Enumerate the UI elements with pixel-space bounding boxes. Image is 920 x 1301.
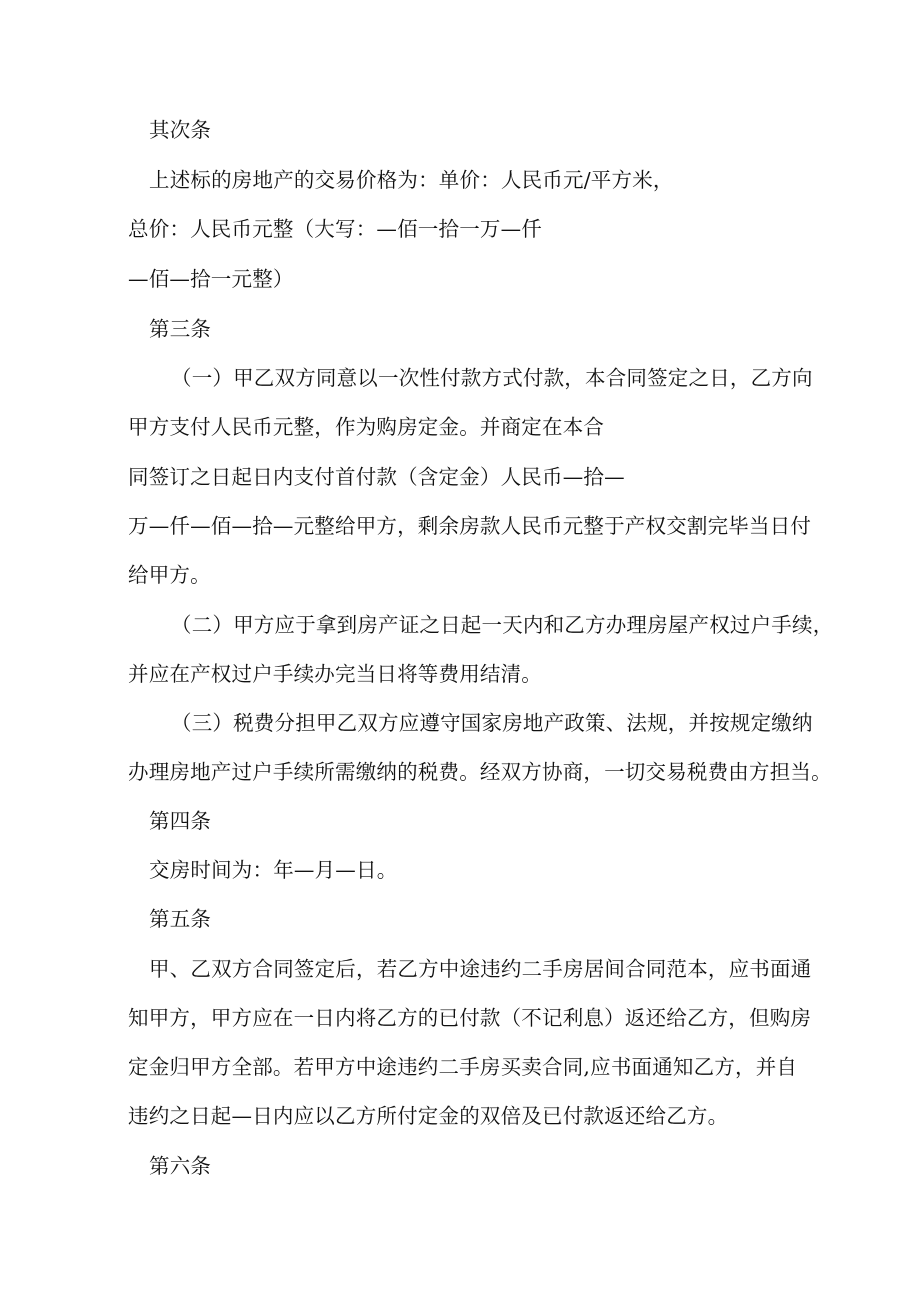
paragraph-line: 定金归甲方全部。若甲方中途违约二手房买卖合同,应书面通知乙方，并自 bbox=[128, 1055, 798, 1079]
paragraph-line: 总价：人民币元整（大写：—佰一拾一万—仟 bbox=[128, 217, 542, 241]
article-heading-4: 第四条 bbox=[149, 809, 212, 833]
paragraph-line: 并应在产权过户手续办完当日将等费用结清。 bbox=[128, 662, 542, 686]
paragraph-line: 上述标的房地产的交易价格为：单价：人民币元/平方米， bbox=[149, 168, 674, 192]
paragraph-line: 万—仟—佰—拾—元整给甲方，剩余房款人民币元整于产权交割完毕当日付 bbox=[128, 514, 812, 538]
paragraph-line: 办理房地产过户手续所需缴纳的税费。经双方协商，一切交易税费由方担当。 bbox=[128, 760, 832, 784]
paragraph-line: 给甲方。 bbox=[128, 563, 211, 587]
paragraph-line: 违约之日起—日内应以乙方所付定金的双倍及已付款返还给乙方。 bbox=[128, 1104, 729, 1128]
paragraph-line: 甲方支付人民币元整，作为购房定金。并商定在本合 bbox=[128, 415, 605, 439]
paragraph-line: 甲、乙双方合同签定后，若乙方中途违约二手房居间合同范本，应书面通 bbox=[149, 957, 812, 981]
paragraph-line: 同签订之日起日内支付首付款（含定金）人民币—拾— bbox=[128, 465, 625, 489]
article-heading-6: 第六条 bbox=[149, 1154, 212, 1178]
paragraph-line: —佰—拾一元整） bbox=[128, 267, 294, 291]
article-heading-2: 其次条 bbox=[149, 118, 212, 142]
article-heading-3: 第三条 bbox=[149, 317, 212, 341]
paragraph-line: （三）税费分担甲乙双方应遵守国家房地产政策、法规，并按规定缴纳 bbox=[171, 711, 813, 735]
article-heading-5: 第五条 bbox=[149, 907, 212, 931]
paragraph-line: 知甲方，甲方应在一日内将乙方的已付款（不记利息）返还给乙方，但购房 bbox=[128, 1006, 812, 1030]
paragraph-line: （一）甲乙双方同意以一次性付款方式付款，本合同签定之日，乙方向 bbox=[171, 366, 813, 390]
paragraph-line: 交房时间为：年—月—日。 bbox=[149, 858, 398, 882]
paragraph-line: （二）甲方应于拿到房产证之日起一天内和乙方办理房屋产权过户手续， bbox=[171, 613, 834, 637]
